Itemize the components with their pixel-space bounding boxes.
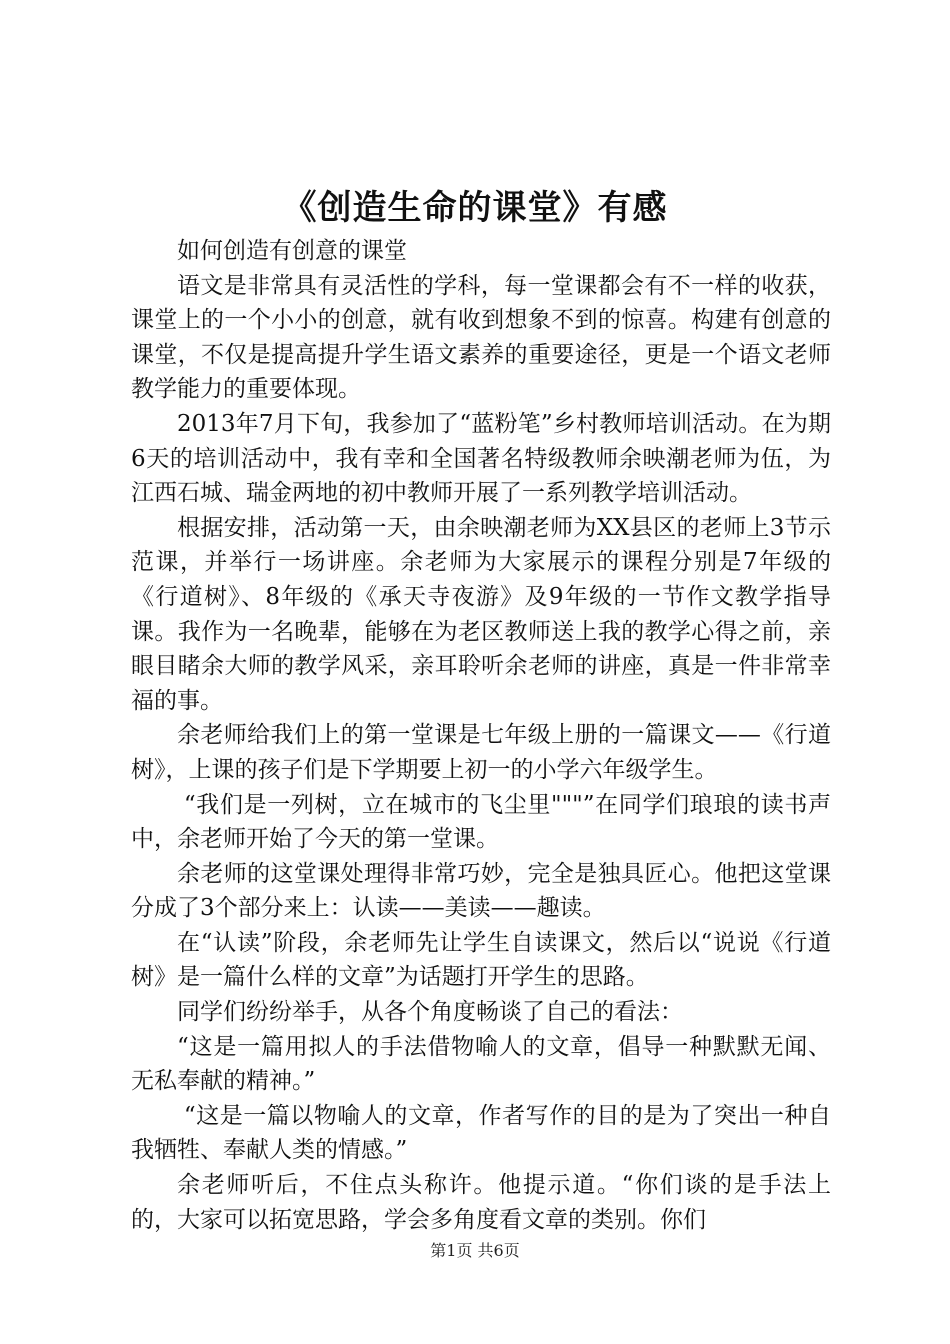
paragraph-7: 在“认读”阶段，余老师先让学生自读课文，然后以“说说《行道树》是一篇什么样的文章”为话题打开学生的思路。 xyxy=(131,929,831,991)
paragraph-4: 余老师给我们上的第一堂课是七年级上册的一篇课文——《行道树》，上课的孩子们是下学期要上初一的小学六年级学生。 xyxy=(131,722,831,783)
paragraph-11: 余老师听后，不住点头称许。他提示道。“你们谈的是手法上的，大家可以拓宽思路，学会多角度看文章的类别。你们 xyxy=(131,1172,831,1233)
document-body xyxy=(131,234,831,1237)
document-title: 《创造生命的课堂》有感 xyxy=(282,188,668,228)
paragraph-5: “我们是一列树，立在城市的飞尘里"""”在同学们琅琅的读书声中，余老师开始了今天的第一堂课。 xyxy=(131,791,831,853)
paragraph-2: 2013年7月下旬，我参加了“蓝粉笔”乡村教师培训活动。在为期6天的培训活动中，我有幸和全国著名特级教师余映潮老师为伍，为江西石城、瑞金两地的初中教师开展了一系列教学培训活动。 xyxy=(131,410,831,507)
paragraph-6: 余老师的这堂课处理得非常巧妙，完全是独具匠心。他把这堂课分成了3个部分来上：认读——美读——趣读。 xyxy=(131,860,831,922)
paragraph-8: 同学们纷纷举手，从各个角度畅谈了自己的看法： xyxy=(177,999,683,1026)
page-footer: 第1页 共6页 xyxy=(430,1241,520,1260)
paragraph-1: 语文是非常具有灵活性的学科，每一堂课都会有不一样的收获，课堂上的一个小小的创意，就有收到想象不到的惊喜。构建有创意的课堂，不仅是提高提升学生语文素养的重要途径，更是一个语文老师教学能力的重要体现。 xyxy=(131,272,831,403)
paragraph-10: “这是一篇以物喻人的文章，作者写作的目的是为了突出一种自我牺牲、奉献人类的情感。” xyxy=(131,1102,831,1164)
paragraph-3: 根据安排，活动第一天，由余映潮老师为XX县区的老师上3节示范课，并举行一场讲座。余老师为大家展示的课程分别是7年级的《行道树》、8年级的《承天寺夜游》及9年级的一节作文教学指导课。我作为一名晚辈，能够在为老区教师送上我的教学心得之前，亲眼目睹余大师的教学风采，亲耳聆听余老师的讲座，真是一件非常幸福的事。 xyxy=(131,514,831,714)
paragraph-subtitle: 如何创造有创意的课堂 xyxy=(177,238,407,264)
paragraph-9: “这是一篇用拟人的手法借物喻人的文章，倡导一种默默无闻、无私奉献的精神。” xyxy=(131,1033,831,1095)
